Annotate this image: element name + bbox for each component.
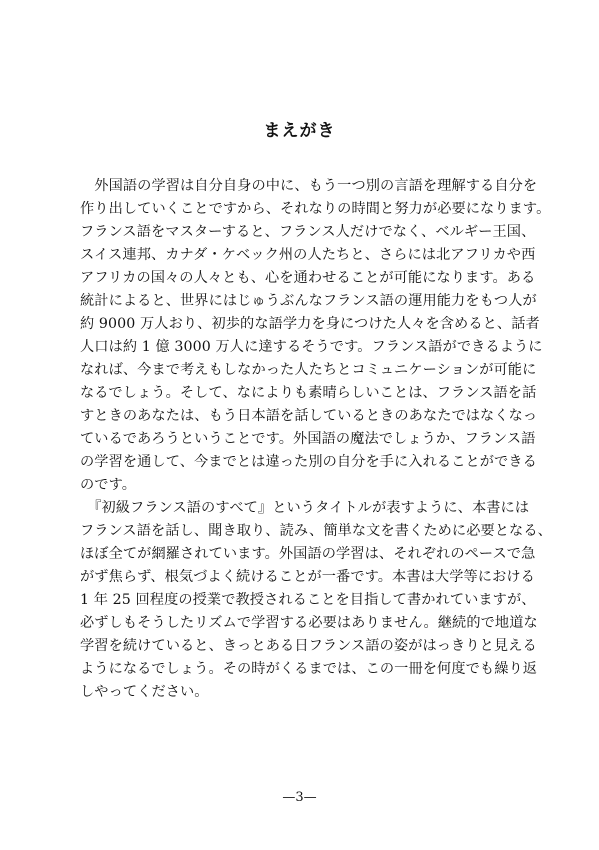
text-line: 人口は約 1 億 3000 万人に達するそうです。フランス語ができるように — [80, 339, 543, 355]
text-line: アフリカの国々の人々とも、心を通わせることが可能になります。ある — [80, 270, 536, 286]
page-title: まえがき — [263, 121, 336, 141]
text-line: すときのあなたは、もう日本語を話しているときのあなたではなくなっ — [80, 408, 538, 424]
text-line: ようになるでしょう。その時がくるまでは、この一冊を何度でも繰り返 — [80, 661, 538, 677]
text-line: ほぼ全てが網羅されています。外国語の学習は、それぞれのペースで急 — [80, 546, 536, 562]
text-line: 統計によると、世界にはじゅうぶんなフランス語の運用能力をもつ人が — [80, 293, 537, 309]
text-line: のです。 — [80, 477, 137, 493]
text-line: スイス連邦、カナダ・ケベック州の人たちと、さらには北アフリカや西 — [80, 247, 536, 263]
text-line: 必ずしもそうしたリズムで学習する必要はありません。継続的で地道な — [80, 615, 538, 631]
text-line: 作り出していくことですから、それなりの時間と努力が必要になります。 — [80, 201, 551, 217]
text-line: 約 9000 万人おり、初歩的な語学力を身につけた人々を含めると、話者 — [80, 316, 540, 332]
text-line: 1 年 25 回程度の授業で教授されることを目指して書かれていますが、 — [80, 592, 536, 608]
text-line: フランス語を話し、聞き取り、読み、簡単な文を書くために必要となる、 — [80, 523, 552, 539]
text-line: の学習を通して、今までとは違った別の自分を手に入れることができる — [80, 454, 537, 470]
text-line: フランス語をマスターすると、フランス人だけでなく、ベルギー王国、 — [80, 224, 536, 240]
body-text — [80, 175, 552, 704]
text-line: がず焦らず、根気づよく続けることが一番です。本書は大学等における — [80, 569, 535, 585]
text-line: 学習を続けていると、きっとある日フランス語の姿がはっきりと見える — [80, 638, 537, 654]
text-line: しやってください。 — [80, 684, 209, 700]
text-line: 『初級フランス語のすべて』というタイトルが表すように、本書には — [80, 500, 530, 516]
text-line: なれば、今まで考えもしなかった人たちとコミュニケーションが可能に — [80, 362, 537, 378]
page-number: —3— — [282, 790, 317, 805]
text-line: ているであろうということです。外国語の魔法でしょうか、フランス語 — [80, 431, 536, 447]
text-line: なるでしょう。そして、なによりも素晴らしいことは、フランス語を話 — [80, 385, 537, 401]
text-line: 外国語の学習は自分自身の中に、もう一つ別の言語を理解する自分を — [80, 178, 538, 194]
